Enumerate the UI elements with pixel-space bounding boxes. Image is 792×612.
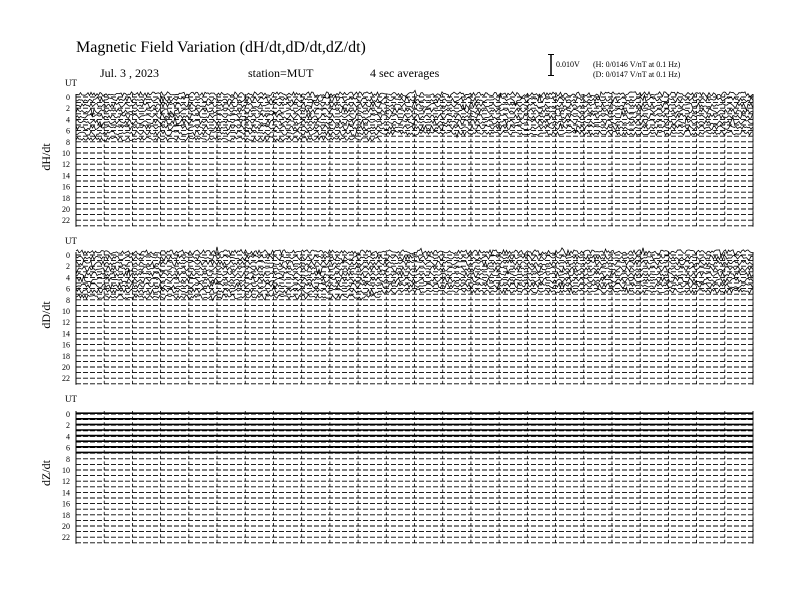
ut-label: UT	[65, 236, 77, 246]
panel-ylabel: dD/dt	[39, 301, 53, 329]
hour-tick-label: 16	[62, 340, 70, 350]
hour-tick-label: 12	[62, 477, 70, 487]
hour-tick-label: 12	[62, 160, 70, 170]
hour-tick-label: 8	[66, 137, 70, 147]
panel-ylabel: dZ/dt	[39, 460, 53, 486]
panel-3	[39, 394, 753, 544]
hour-tick-label: 22	[62, 216, 70, 226]
averages-label: 4 sec averages	[370, 66, 440, 80]
hour-tick-label: 18	[62, 510, 70, 520]
hour-tick-label: 16	[62, 182, 70, 192]
ut-label: UT	[65, 394, 77, 404]
hour-tick-label: 14	[62, 488, 70, 498]
hour-tick-label: 22	[62, 533, 70, 543]
hour-tick-label: 0	[66, 93, 70, 102]
hour-tick-label: 10	[62, 149, 70, 158]
hour-tick-label: 2	[66, 421, 70, 431]
hour-tick-label: 0	[66, 251, 70, 260]
hour-tick-label: 20	[62, 205, 70, 214]
hour-tick-label: 12	[62, 318, 70, 328]
hour-tick-label: 20	[62, 363, 70, 372]
hour-tick-label: 16	[62, 499, 70, 509]
hour-tick-label: 6	[66, 126, 70, 136]
hour-tick-label: 18	[62, 193, 70, 203]
hour-tick-label: 6	[66, 443, 70, 453]
hour-tick-label: 0	[66, 410, 70, 419]
hour-tick-label: 18	[62, 351, 70, 361]
scale-d-sensitivity: (D: 0/0147 V/nT at 0.1 Hz)	[593, 70, 681, 79]
hour-tick-label: 22	[62, 374, 70, 384]
station-label: station=MUT	[248, 66, 314, 80]
hour-tick-label: 20	[62, 522, 70, 531]
hour-tick-label: 14	[62, 329, 70, 339]
ut-label: UT	[65, 78, 77, 88]
date-label: Jul. 3 , 2023	[100, 66, 160, 80]
hour-tick-label: 4	[66, 432, 70, 442]
hour-tick-label: 10	[62, 466, 70, 475]
panel-1	[39, 78, 753, 227]
hour-tick-label: 4	[66, 273, 70, 283]
panel-ylabel: dH/dt	[39, 143, 53, 171]
hour-tick-label: 8	[66, 295, 70, 305]
chart-title: Magnetic Field Variation (dH/dt,dD/dt,dZ/dt)	[76, 39, 366, 56]
hour-tick-label: 4	[66, 115, 70, 125]
scale-h-sensitivity: (H: 0/0146 V/nT at 0.1 Hz)	[593, 60, 681, 69]
hour-tick-label: 10	[62, 307, 70, 316]
scale-value: 0.010V	[556, 60, 580, 69]
hour-tick-label: 6	[66, 284, 70, 294]
hour-tick-label: 2	[66, 262, 70, 272]
hour-tick-label: 14	[62, 171, 70, 181]
panel-2	[39, 236, 753, 385]
data-trace-hour-8	[76, 137, 381, 141]
hour-tick-label: 2	[66, 104, 70, 114]
hour-tick-label: 8	[66, 454, 70, 464]
